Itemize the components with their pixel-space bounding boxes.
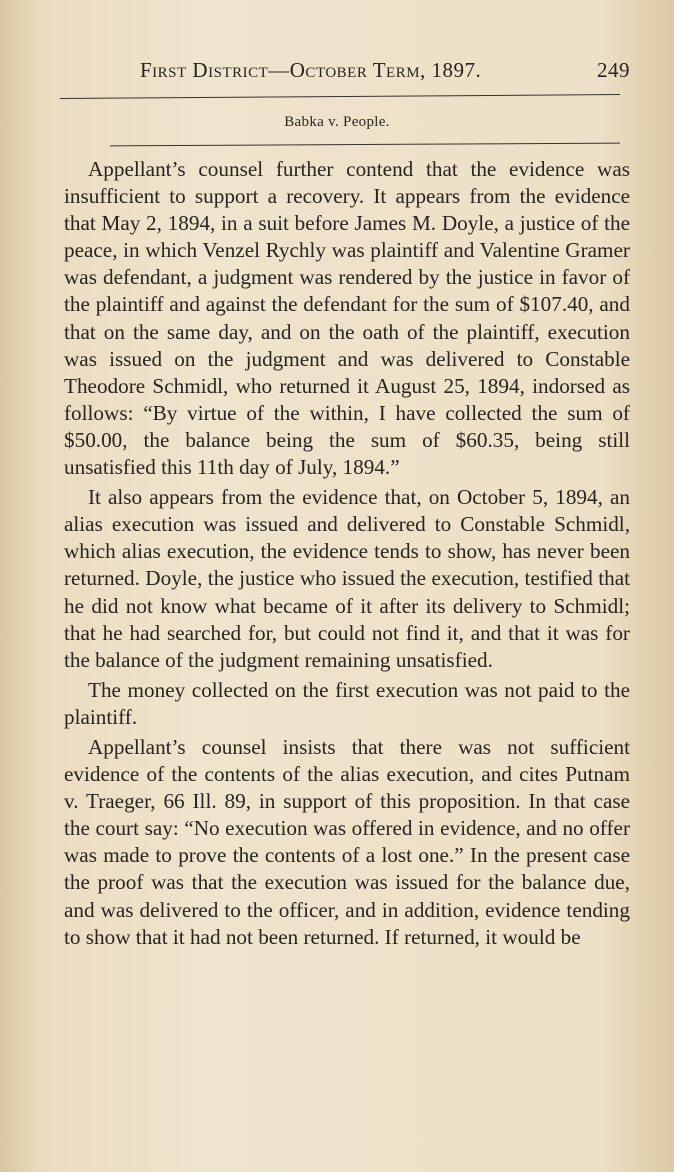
running-head: Babka v. People. [284,114,390,130]
header-title: First District—October Term, 1897. [140,58,482,82]
paragraph: Appellant’s counsel insists that there was not sufficient evidence of the contents of the alias execution, and cites Putnam v. Traeger, 66 Ill. 89, in support of this proposition. In that case the court say: “No execution was offered in evidence, and no offer was made to prove the contents of a lost one.” In the present case the proof was that the execution was issued for the balance due, and was delivered to the officer, and in addition, evidence tending to show that it had not been returned. If returned, it would be [64,734,630,949]
page-number: 249 [597,58,630,82]
page-header [140,58,630,83]
paragraph: It also appears from the evidence that, on October 5, 1894, an alias execution was issued and delivered to Constable Schmidl, which alias execution, the evidence tends to show, has never been returned. Doyle, the justice who issued the execution, testified that he did not know what became of it after its delivery to Schmidl; that he had searched for, but could not find it, and that it was for the balance of the judgment remaining unsatisfied. [64,485,630,672]
paragraph: The money collected on the first execution was not paid to the plaintiff. [64,677,630,729]
header-rule [60,94,620,99]
body-text [64,156,630,951]
running-head-rule [110,143,620,147]
paragraph: Appellant’s counsel further contend that the evidence was insufficient to support a recovery. It appears from the evidence that May 2, 1894, in a suit before James M. Doyle, a justice of the peace, in which Venzel Rychly was plaintiff and Valentine Gramer was defendant, a judgment was rendered by the justice in favor of the plaintiff and against the defendant for the sum of $107.40, and that on the same day, and on the oath of the plaintiff, execution was issued on the judgment and was delivered to Constable Theodore Schmidl, who returned it August 25, 1894, indorsed as follows: “By virtue of the within, I have collected the sum of $50.00, the balance being the sum of $60.35, being still unsatisfied this 11th day of July, 1894.” [64,157,630,480]
